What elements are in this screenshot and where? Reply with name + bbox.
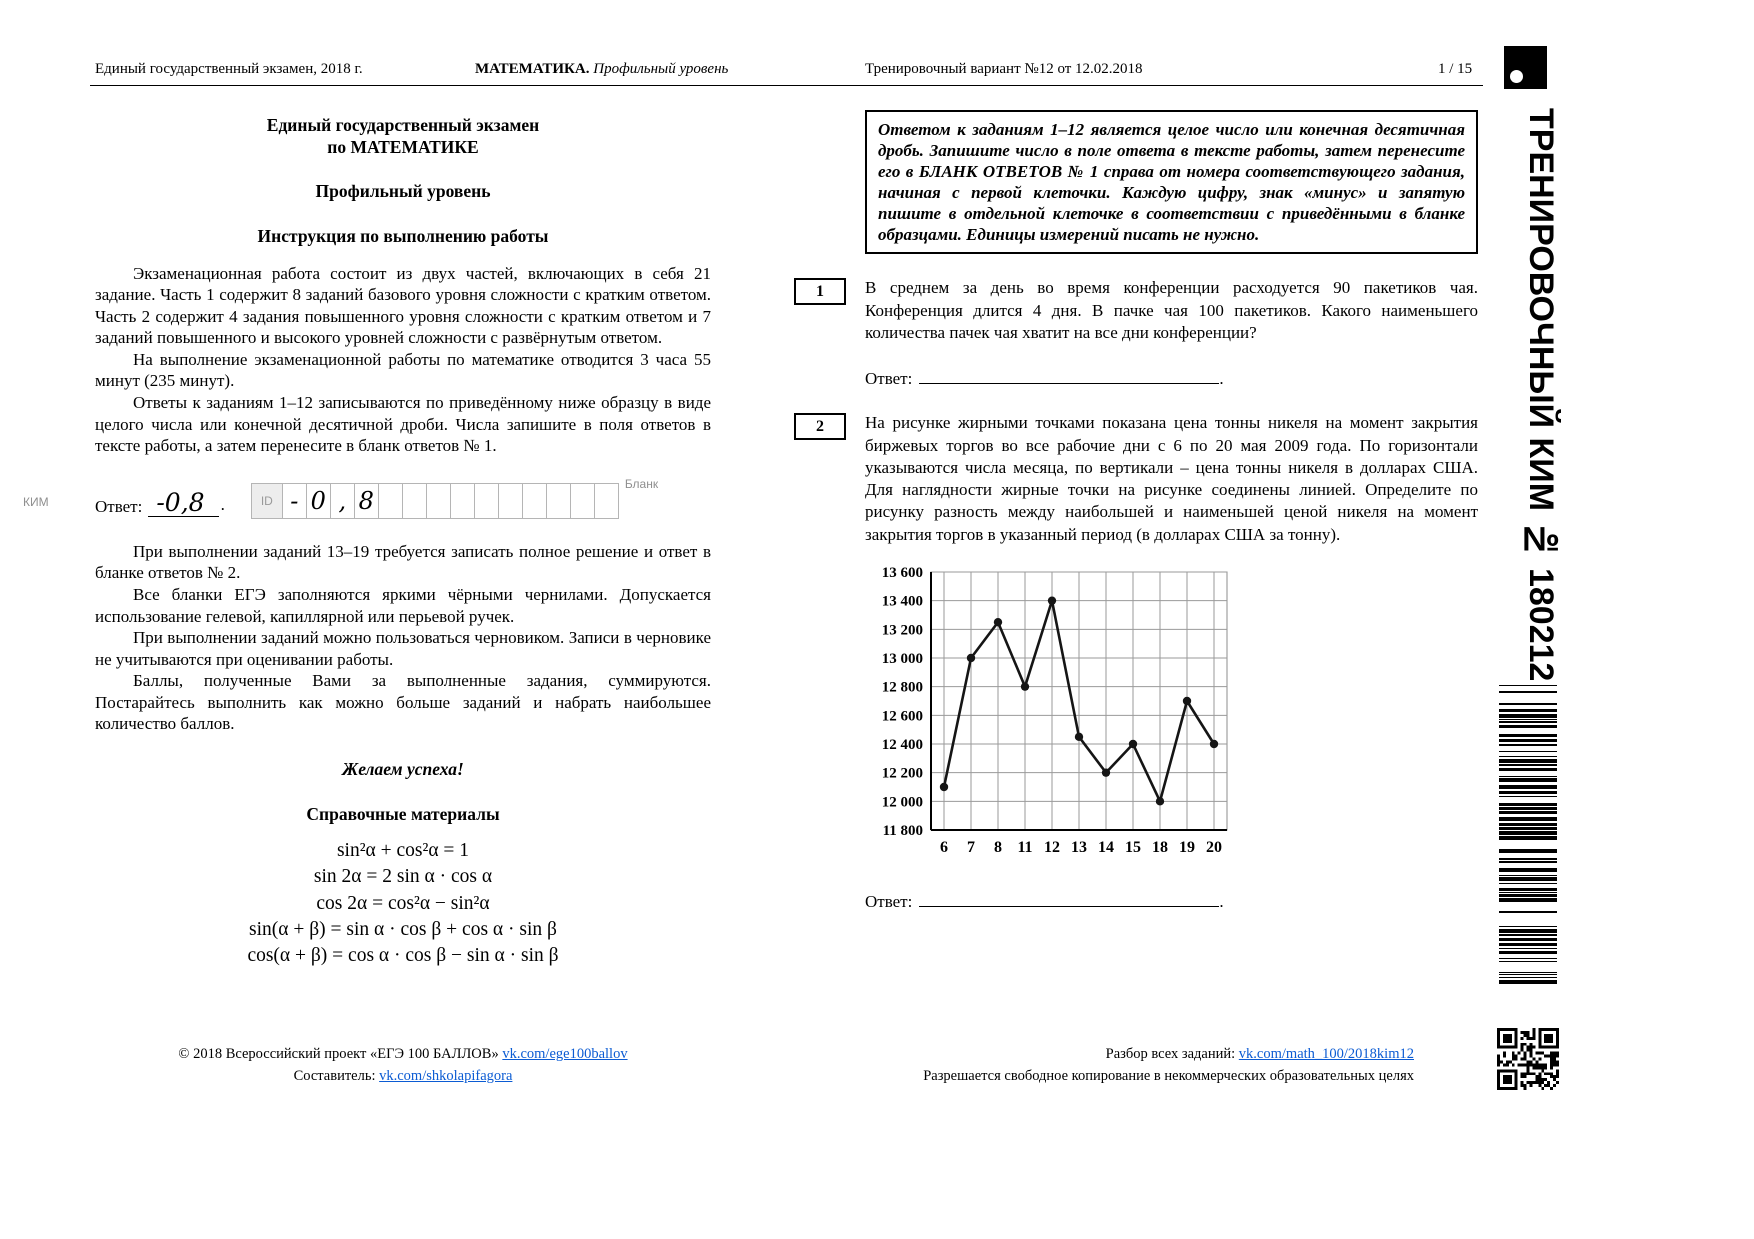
task-1-answer-line xyxy=(865,369,1478,389)
copyright-text: © 2018 Всероссийский проект «ЕГЭ 100 БАЛЛОВ» xyxy=(178,1046,503,1062)
left-column xyxy=(23,114,711,970)
link-solutions[interactable]: vk.com/math_100/2018kim12 xyxy=(1238,1046,1414,1062)
svg-text:12 600: 12 600 xyxy=(881,708,923,725)
svg-text:6: 6 xyxy=(940,838,948,856)
doc-title xyxy=(95,114,711,159)
qr-code xyxy=(1497,1028,1559,1090)
compiler-line xyxy=(95,1066,711,1088)
answer-cell: - xyxy=(282,483,307,519)
license-line: Разрешается свободное копирование в некоммерческих образовательных целях xyxy=(923,1067,1414,1084)
svg-text:12 400: 12 400 xyxy=(881,736,923,753)
svg-text:12 200: 12 200 xyxy=(881,765,923,782)
answer-cell-empty xyxy=(450,483,475,519)
link-ege100ballov[interactable]: vk.com/ege100ballov xyxy=(502,1046,628,1062)
footer-left xyxy=(95,1044,711,1088)
answer-blank xyxy=(919,371,1219,384)
svg-text:11: 11 xyxy=(1017,838,1033,856)
compiler-text: Составитель: xyxy=(293,1067,380,1084)
instruction-paragraph: Баллы, полученные Вами за выполненные задания, суммируются. Постарайтесь выполнить как можно больше заданий и набрать наибольшее количество баллов. xyxy=(95,671,711,734)
answer-cell-empty xyxy=(522,483,547,519)
nickel-price-chart-svg xyxy=(865,562,1237,862)
svg-text:18: 18 xyxy=(1152,838,1168,856)
doc-title-line2: по МАТЕМАТИКЕ xyxy=(327,137,479,158)
reference-materials-heading: Справочные материалы xyxy=(306,803,500,824)
instruction-paragraph: При выполнении заданий можно пользоваться черновиком. Записи в черновике не учитываются при оценивании работы. xyxy=(95,628,711,669)
svg-text:12: 12 xyxy=(1044,838,1060,856)
instruction-paragraph: Ответы к заданиям 1–12 записываются по приведённому ниже образцу в виде целого числа или конечной десятичной дроби. Числа запишите в поля ответов в тексте работы, а затем перенесите в бланк ответов № 1. xyxy=(95,393,711,456)
answer-cells xyxy=(251,483,619,519)
svg-text:14: 14 xyxy=(1098,838,1114,856)
task-1 xyxy=(816,277,1478,389)
vertical-kim-label: ТРЕНИРОВОЧНЫЙ КИМ № 180212 xyxy=(1522,108,1560,682)
formula: sin(α + β) = sin α · cos β + cos α · sin β xyxy=(249,919,557,940)
header-page-number: 1 / 15 xyxy=(1438,61,1473,77)
header-subject-name: МАТЕМАТИКА. xyxy=(475,61,590,77)
answer-label: Ответ: xyxy=(865,891,913,911)
answer-suffix: . xyxy=(1219,369,1224,389)
doc-title-line1: Единый государственный экзамен xyxy=(266,115,540,135)
answer-example xyxy=(23,476,711,519)
task-1-number-box: 1 xyxy=(794,278,846,305)
svg-text:7: 7 xyxy=(967,838,975,856)
task-1-text: В среднем за день во время конференции расходуется 90 пакетиков чая. Конференция длится 4 дня. В пачке чая 100 пакетиков. Какого наименьшего количества пачек чая хватит на все дни конференции? xyxy=(865,278,1478,342)
task-2 xyxy=(816,412,1478,912)
svg-text:13 400: 13 400 xyxy=(881,593,923,610)
svg-text:12 000: 12 000 xyxy=(881,794,923,811)
svg-text:8: 8 xyxy=(994,838,1002,856)
level-heading: Профильный уровень xyxy=(315,180,491,201)
formula-list xyxy=(95,838,711,969)
answer-cell: 0 xyxy=(306,483,331,519)
solutions-text: Разбор всех заданий: xyxy=(1105,1046,1239,1062)
blank-watermark: Бланк xyxy=(624,476,659,491)
answer-blank xyxy=(919,894,1219,907)
kim-watermark: КИМ xyxy=(23,494,49,509)
instruction-paragraphs xyxy=(95,263,711,457)
answer-cell-empty xyxy=(378,483,403,519)
answer-cell-empty xyxy=(426,483,451,519)
svg-text:12 800: 12 800 xyxy=(881,679,923,696)
answer-cell: , xyxy=(330,483,355,519)
svg-text:15: 15 xyxy=(1125,838,1141,856)
answer-example-handwritten-value: -0,8 xyxy=(148,490,218,517)
svg-text:13 000: 13 000 xyxy=(881,650,923,667)
formula: sin²α + cos²α = 1 xyxy=(336,839,470,861)
id-cell: ID xyxy=(251,483,283,519)
header-subject-level: Профильный уровень xyxy=(589,61,729,77)
answer-cell: 8 xyxy=(354,483,379,519)
answer-cell-empty xyxy=(402,483,427,519)
task-2-answer-line xyxy=(865,892,1478,912)
answer-cell-empty xyxy=(570,483,595,519)
svg-text:13 200: 13 200 xyxy=(881,622,923,639)
copyright-line xyxy=(95,1044,711,1066)
formula: cos(α + β) = cos α · cos β − sin α · sin β xyxy=(247,945,559,967)
header-variant: Тренировочный вариант №12 от 12.02.2018 xyxy=(865,61,1143,77)
right-column xyxy=(816,110,1478,912)
answer-cell-empty xyxy=(546,483,571,519)
instruction-paragraph: На выполнение экзаменационной работы по математике отводится 3 часа 55 минут (235 минут). xyxy=(95,349,711,391)
header-exam-title: Единый государственный экзамен, 2018 г. xyxy=(95,61,363,77)
barcode xyxy=(1499,682,1557,985)
svg-text:11 800: 11 800 xyxy=(882,822,923,839)
answer-cell-empty xyxy=(474,483,499,519)
answer-cell-empty xyxy=(498,483,523,519)
link-shkolapifagora[interactable]: vk.com/shkolapifagora xyxy=(379,1067,513,1084)
answer-example-label: Ответ: xyxy=(95,496,143,516)
instructions-heading: Инструкция по выполнению работы xyxy=(257,226,549,247)
answer-example-period: . xyxy=(220,494,225,514)
answer-label: Ответ: xyxy=(865,369,913,389)
instruction-paragraph: При выполнении заданий 13–19 требуется записать полное решение и ответ в бланке ответов № 2. xyxy=(95,541,711,583)
corner-dot-icon xyxy=(1510,70,1523,83)
answer-suffix: . xyxy=(1219,891,1224,911)
footer-right xyxy=(865,1044,1414,1088)
task-2-text: На рисунке жирными точками показана цена тонны никеля на момент закрытия биржевых торгов во все рабочие дни с 6 по 20 мая 2009 года. По горизонтали указываются числа месяца, по вертикали – цена тонны никеля в долларах США. Для наглядности жирные точки на рисунке соединены линией. Определите по рисунку разность между наибольшей и наименьшей ценой никеля на момент закрытия торгов в указанный период (в долларах США за тонну). xyxy=(865,413,1478,544)
wish-text: Желаем успеха! xyxy=(342,758,464,779)
header-rule xyxy=(90,85,1483,86)
svg-text:19: 19 xyxy=(1179,838,1195,856)
task-2-number-box: 2 xyxy=(794,413,846,440)
solutions-line xyxy=(865,1044,1414,1066)
formula: cos 2α = cos²α − sin²α xyxy=(316,892,490,914)
corner-mark xyxy=(1504,46,1547,89)
svg-text:20: 20 xyxy=(1206,838,1222,856)
svg-text:13: 13 xyxy=(1071,838,1087,856)
svg-text:13 600: 13 600 xyxy=(881,564,923,581)
instruction-paragraphs-2 xyxy=(95,541,711,735)
formula: sin 2α = 2 sin α · cos α xyxy=(313,866,493,888)
instruction-paragraph: Экзаменационная работа состоит из двух частей, включающих в себя 21 задание. Часть 1 содержит 8 заданий базового уровня сложности с кратким ответом. Часть 2 содержит 4 задания повышенного уровня сложности с кратким ответом и 7 заданий повышенного и высокого уровней сложности с развёрнутым ответом. xyxy=(95,263,711,348)
nickel-price-chart xyxy=(865,562,1478,867)
header-subject xyxy=(475,61,728,78)
answer-cell-empty xyxy=(594,483,619,519)
instruction-paragraph: Все бланки ЕГЭ заполняются яркими чёрными чернилами. Допускается использование гелевой, капиллярной или перьевой ручек. xyxy=(95,584,711,626)
notice-box: Ответом к заданиям 1–12 является целое число или конечная десятичная дробь. Запишите число в поле ответа в тексте работы, затем перенесите его в БЛАНК ОТВЕТОВ № 1 справа от номера соответствующего задания, начиная с первой клеточки. Каждую цифру, знак «минус» и запятую пишите в отдельной клеточке в соответствии с приведёнными в бланке образцами. Единицы измерений писать не нужно. xyxy=(865,110,1478,254)
